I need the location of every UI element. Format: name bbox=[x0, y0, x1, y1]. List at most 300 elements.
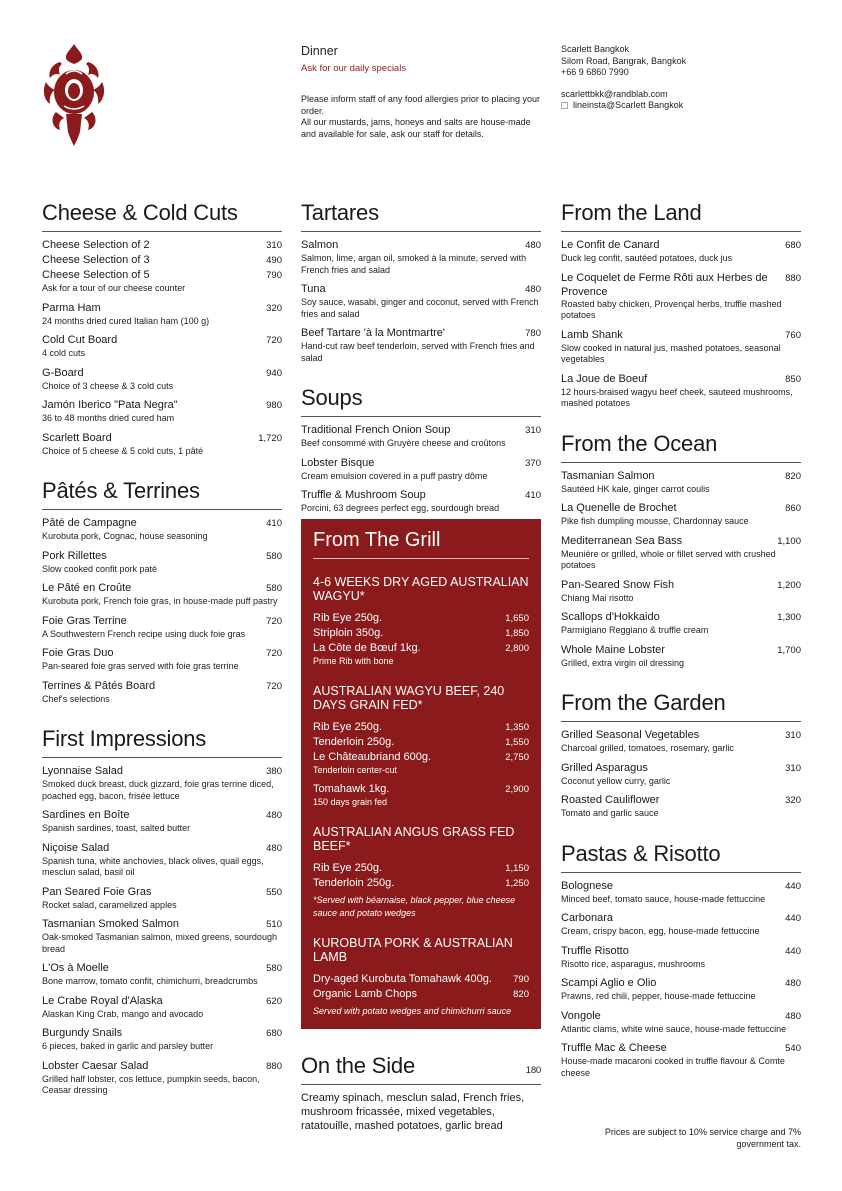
menu-item bbox=[561, 501, 801, 528]
menu-item bbox=[301, 326, 541, 364]
side-title bbox=[301, 1053, 541, 1085]
menu-column-3 bbox=[561, 200, 801, 1100]
menu-item-price: 410 bbox=[266, 518, 282, 529]
grill-item-row bbox=[313, 641, 529, 656]
menu-item-desc: House-made macaroni cooked in truffle flavour & Comte cheese bbox=[561, 1056, 785, 1078]
menu-item-price: 860 bbox=[785, 503, 801, 514]
menu-item-name: Tuna bbox=[301, 283, 326, 295]
grill-item-price: 2,900 bbox=[505, 784, 529, 795]
menu-item-name: Truffle & Mushroom Soup bbox=[301, 489, 426, 501]
menu-item-price: 480 bbox=[525, 240, 541, 251]
menu-item-row bbox=[561, 238, 801, 253]
menu-item-desc: Kurobuta pork, Cognac, house seasoning bbox=[42, 531, 208, 541]
menu-item-row bbox=[42, 431, 282, 446]
menu-section bbox=[561, 200, 801, 410]
menu-item-price: 620 bbox=[266, 995, 282, 1007]
grill-group-heading: 4-6 WEEKS DRY AGED AUSTRALIAN WAGYU* bbox=[313, 575, 529, 603]
grill-group-heading: AUSTRALIAN WAGYU BEEF, 240 DAYS GRAIN FED* bbox=[313, 683, 505, 712]
grill-item-price: 1,350 bbox=[505, 721, 529, 733]
menu-item-name: Le Pâté en Croûte bbox=[42, 582, 132, 594]
grill-item-price: 1,250 bbox=[505, 877, 529, 889]
menu-item-price: 720 bbox=[266, 680, 282, 692]
menu-item-row bbox=[42, 581, 282, 596]
menu-item-row bbox=[42, 679, 282, 694]
menu-item-price: 510 bbox=[266, 919, 282, 930]
menu-item bbox=[42, 764, 282, 802]
menu-item-row bbox=[42, 549, 282, 564]
menu-item-row bbox=[561, 793, 801, 808]
menu-item bbox=[561, 944, 801, 971]
menu-item-row bbox=[561, 501, 801, 516]
grill-item-price: 820 bbox=[513, 988, 529, 1000]
menu-item-desc: Slow cooked confit pork paté bbox=[42, 563, 158, 574]
grill-group bbox=[313, 575, 529, 668]
menu-item-price: 440 bbox=[785, 880, 801, 892]
grill-item bbox=[313, 861, 529, 876]
menu-item bbox=[561, 761, 801, 788]
menu-item-row bbox=[561, 1041, 801, 1056]
menu-item-price: 480 bbox=[266, 810, 282, 821]
menu-item-price: 580 bbox=[266, 550, 282, 562]
section-title: First Impressions bbox=[42, 726, 282, 758]
grill-title: From The Grill bbox=[313, 529, 529, 559]
section-title: Pâtés & Terrines bbox=[42, 478, 282, 510]
menu-item-price: 580 bbox=[266, 583, 282, 594]
menu-item-price: 550 bbox=[266, 886, 282, 898]
menu-item-price: 310 bbox=[525, 425, 541, 436]
menu-item-name: Truffle Mac & Cheese bbox=[561, 1042, 667, 1054]
menu-item-price: 1,720 bbox=[258, 432, 282, 444]
menu-item-name: Lobster Caesar Salad bbox=[42, 1059, 149, 1072]
tax-note: Prices are subject to 10% service charge and 7% government tax. bbox=[604, 1127, 801, 1149]
menu-item-desc: Prawns, red chili, pepper, house-made fettuccine bbox=[561, 991, 756, 1001]
grill-group-note: *Served with béarnaise, black pepper, blue cheese sauce and potato wedges bbox=[313, 894, 516, 918]
menu-item-desc: Kurobuta pork, French foie gras, in house-made puff pastry bbox=[42, 596, 278, 606]
menu-item-row bbox=[561, 879, 801, 894]
menu-item-name: Carbonara bbox=[561, 912, 613, 924]
grill-item-name: Striploin 350g. bbox=[313, 627, 384, 639]
menu-item-name: Parma Ham bbox=[42, 301, 101, 314]
section-title: From the Ocean bbox=[561, 431, 801, 463]
menu-item-desc: Slow cooked in natural jus, mashed potatoes, seasonal vegetables bbox=[561, 342, 781, 364]
menu-item bbox=[42, 581, 282, 608]
menu-item-name: Salmon bbox=[301, 239, 339, 251]
menu-item-row bbox=[42, 994, 282, 1009]
menu-item bbox=[561, 238, 801, 265]
grill-item-name: Tenderloin 250g. bbox=[313, 876, 395, 889]
menu-item-desc: Spanish sardines, toast, salted butter bbox=[42, 823, 191, 833]
menu-item bbox=[42, 841, 282, 879]
menu-item-desc: Alaskan King Crab, mango and avocado bbox=[42, 1008, 204, 1019]
menu-item-row bbox=[561, 728, 801, 743]
menu-item-name: Lamb Shank bbox=[561, 328, 623, 341]
menu-intro bbox=[301, 44, 541, 140]
menu-item-name: Pan-Seared Snow Fish bbox=[561, 578, 675, 591]
restaurant-phone[interactable]: +66 9 6860 7990 bbox=[561, 67, 629, 77]
menu-subtitle: Ask for our daily specials bbox=[301, 63, 407, 74]
menu-item-name: Cheese Selection of 2 bbox=[42, 239, 150, 251]
side-price: 180 bbox=[525, 1065, 541, 1076]
menu-item-name: Whole Maine Lobster bbox=[561, 643, 665, 656]
menu-item-row bbox=[561, 578, 801, 593]
menu-item bbox=[301, 488, 541, 515]
restaurant-email[interactable]: scarlettbkk@randblab.com bbox=[561, 88, 668, 99]
menu-item-price: 1,300 bbox=[777, 612, 801, 623]
grill-item-name: Tenderloin 250g. bbox=[313, 735, 395, 748]
menu-item-price: 310 bbox=[785, 730, 801, 741]
menu-item-name: Mediterranean Sea Bass bbox=[561, 534, 683, 547]
menu-item-row bbox=[561, 271, 801, 299]
menu-item-price: 540 bbox=[785, 1043, 801, 1054]
menu-item-desc: Risotto rice, asparagus, mushrooms bbox=[561, 958, 706, 969]
menu-item-name: Pork Rillettes bbox=[42, 549, 107, 562]
menu-item-price: 850 bbox=[785, 373, 801, 385]
menu-item bbox=[561, 643, 801, 670]
grill-group bbox=[313, 936, 529, 1018]
menu-item-price: 440 bbox=[785, 945, 801, 957]
restaurant-name: Scarlett Bangkok bbox=[561, 44, 630, 54]
section-title: From the Land bbox=[561, 200, 801, 232]
grill-item-price: 2,750 bbox=[505, 751, 529, 763]
menu-item-desc: Ask for a tour of our cheese counter bbox=[42, 283, 186, 293]
menu-section bbox=[561, 690, 801, 820]
menu-item-desc: 4 cold cuts bbox=[42, 348, 86, 358]
menu-item-row bbox=[301, 423, 541, 438]
grill-item-price: 790 bbox=[513, 973, 529, 985]
grill-item-price: 2,800 bbox=[505, 643, 529, 654]
menu-item-row bbox=[561, 761, 801, 776]
menu-item-row bbox=[561, 1009, 801, 1024]
menu-item-price: 1,200 bbox=[777, 579, 801, 591]
menu-item-desc: Soy sauce, wasabi, ginger and coconut, served with French fries and salad bbox=[301, 297, 539, 319]
menu-item bbox=[42, 614, 282, 641]
menu-item bbox=[42, 885, 282, 912]
menu-item bbox=[42, 646, 282, 673]
menu-item-name: Beef Tartare 'à la Montmartre' bbox=[301, 327, 446, 339]
menu-item-desc: Oak-smoked Tasmanian salmon, mixed greens, sourdough bread bbox=[42, 932, 277, 954]
grill-group bbox=[313, 684, 529, 809]
grill-item-desc: 150 days grain fed bbox=[313, 797, 388, 807]
menu-item-price: 820 bbox=[785, 470, 801, 482]
menu-item-name: Le Crabe Royal d'Alaska bbox=[42, 994, 163, 1007]
menu-item bbox=[42, 1026, 282, 1053]
menu-item-name: Roasted Cauliflower bbox=[561, 794, 660, 806]
menu-item-desc: Coconut yellow curry, garlic bbox=[561, 775, 671, 786]
menu-item-name: Grilled Seasonal Vegetables bbox=[561, 729, 700, 741]
menu-item-price: 980 bbox=[266, 400, 282, 411]
menu-item bbox=[301, 423, 541, 450]
menu-item bbox=[42, 238, 282, 253]
menu-item-desc: 36 to 48 months dried cured ham bbox=[42, 413, 175, 423]
side-section bbox=[301, 1053, 541, 1133]
menu-item-row bbox=[42, 301, 282, 316]
menu-column-2 bbox=[301, 200, 541, 536]
menu-item-desc: Choice of 5 cheese & 5 cold cuts, 1 pâté bbox=[42, 445, 204, 456]
menu-item bbox=[42, 961, 282, 988]
grill-group-note: Served with potato wedges and chimichurri sauce bbox=[313, 1005, 512, 1016]
menu-item-name: Vongole bbox=[561, 1009, 601, 1022]
grill-item bbox=[313, 641, 529, 668]
menu-item-name: Niçoise Salad bbox=[42, 841, 110, 854]
menu-item-price: 880 bbox=[266, 1060, 282, 1072]
menu-item-desc: Sautéed HK kale, ginger carrot coulis bbox=[561, 483, 710, 494]
grill-item-desc: Tenderloin center-cut bbox=[313, 764, 398, 775]
menu-item-name: Foie Gras Terrine bbox=[42, 614, 127, 627]
menu-item bbox=[561, 879, 801, 906]
menu-item-row bbox=[301, 456, 541, 471]
menu-item-desc: Rocket salad, caramelized apples bbox=[42, 899, 177, 910]
menu-item bbox=[561, 1009, 801, 1036]
grill-section bbox=[301, 519, 541, 1029]
menu-item-name: La Joue de Boeuf bbox=[561, 372, 648, 385]
menu-section bbox=[561, 841, 801, 1080]
menu-item-price: 680 bbox=[785, 240, 801, 251]
menu-item-desc: Hand-cut raw beef tenderloin, served with French fries and salad bbox=[301, 341, 535, 363]
menu-title: Dinner bbox=[301, 44, 338, 58]
menu-item-price: 490 bbox=[266, 255, 282, 266]
allergy-note: Please inform staff of any food allergies prior to placing your order. bbox=[301, 94, 540, 116]
menu-item-name: Truffle Risotto bbox=[561, 944, 629, 957]
menu-item-name: Scarlett Board bbox=[42, 431, 112, 444]
grill-item-name: Dry-aged Kurobuta Tomahawk 400g. bbox=[313, 972, 492, 985]
menu-item bbox=[561, 372, 801, 410]
menu-section bbox=[42, 200, 282, 457]
menu-item-row bbox=[42, 1026, 282, 1041]
menu-item-price: 680 bbox=[266, 1028, 282, 1039]
grill-item-row bbox=[313, 861, 529, 876]
menu-item-desc: Charcoal grilled, tomatoes, rosemary, garlic bbox=[561, 743, 734, 753]
menu-item bbox=[42, 398, 282, 425]
menu-item bbox=[42, 366, 282, 393]
grill-item-price: 1,850 bbox=[505, 628, 529, 639]
menu-item-price: 720 bbox=[266, 335, 282, 346]
menu-item-price: 320 bbox=[785, 795, 801, 806]
menu-item-desc: Tomato and garlic sauce bbox=[561, 808, 659, 818]
menu-item-row bbox=[561, 328, 801, 343]
grill-item-row bbox=[313, 611, 529, 626]
menu-item-price: 380 bbox=[266, 766, 282, 777]
menu-item-desc: Bone marrow, tomato confit, chimichurri, breadcrumbs bbox=[42, 976, 258, 986]
menu-item-desc: Salmon, lime, argan oil, smoked à la minute, served with French fries and salad bbox=[301, 253, 527, 275]
grill-item-desc: Prime Rib with bone bbox=[313, 656, 394, 666]
menu-item-name: Scallops d'Hokkaido bbox=[561, 611, 660, 623]
menu-item-desc: 24 months dried cured Italian ham (100 g) bbox=[42, 315, 210, 326]
grill-item-row bbox=[313, 782, 529, 797]
menu-item-desc: Beef consommé with Gruyère cheese and croûtons bbox=[301, 438, 506, 448]
menu-item-price: 320 bbox=[266, 302, 282, 314]
menu-item-name: Tasmanian Smoked Salmon bbox=[42, 918, 179, 930]
grill-item-row bbox=[313, 750, 529, 765]
menu-item-price: 480 bbox=[266, 842, 282, 854]
menu-item bbox=[561, 728, 801, 755]
menu-item-name: Lobster Bisque bbox=[301, 456, 375, 469]
grill-item bbox=[313, 782, 529, 809]
menu-item bbox=[561, 578, 801, 605]
menu-item-row bbox=[301, 238, 541, 253]
menu-item-row bbox=[42, 333, 282, 348]
section-title: Cheese & Cold Cuts bbox=[42, 200, 282, 232]
grill-group-heading: AUSTRALIAN ANGUS GRASS FED BEEF* bbox=[313, 824, 515, 853]
grill-item bbox=[313, 972, 529, 987]
menu-item-name: G-Board bbox=[42, 366, 84, 379]
menu-item-desc: Duck leg confit, sautéed potatoes, duck jus bbox=[561, 253, 733, 263]
menu-item bbox=[301, 282, 541, 320]
menu-item-price: 1,700 bbox=[777, 644, 801, 656]
grill-item-name: Rib Eye 250g. bbox=[313, 720, 383, 733]
grill-item-name: La Côte de Bœuf 1kg. bbox=[313, 642, 421, 654]
house-made-note: All our mustards, jams, honeys and salts are house-made and available for sale, ask our staff for details. bbox=[301, 117, 531, 139]
menu-item-row bbox=[42, 764, 282, 779]
menu-item bbox=[42, 917, 282, 955]
menu-section bbox=[42, 478, 282, 705]
menu-section bbox=[301, 200, 541, 364]
grill-item-row bbox=[313, 735, 529, 750]
menu-item-desc: 12 hours-braised wagyu beef cheek, sauteed mushrooms, mashed potatoes bbox=[561, 386, 793, 408]
grill-item-name: Tomahawk 1kg. bbox=[313, 783, 390, 795]
menu-item-price: 760 bbox=[785, 329, 801, 341]
grill-item-price: 1,650 bbox=[505, 613, 529, 624]
menu-item-desc: Grilled, extra virgin oil dressing bbox=[561, 657, 685, 668]
menu-item-row bbox=[561, 944, 801, 959]
menu-item-row bbox=[301, 488, 541, 503]
grill-item bbox=[313, 626, 529, 641]
menu-item-name: Terrines & Pâtés Board bbox=[42, 679, 156, 692]
menu-item-row bbox=[42, 885, 282, 900]
menu-item-name: Lyonnaise Salad bbox=[42, 765, 123, 777]
menu-item bbox=[561, 1041, 801, 1079]
menu-item bbox=[301, 456, 541, 483]
menu-item-desc: 6 pieces, baked in garlic and parsley butter bbox=[42, 1041, 214, 1051]
menu-item-row bbox=[301, 326, 541, 341]
menu-item-desc: Choice of 3 cheese & 3 cold cuts bbox=[42, 380, 174, 391]
menu-item-desc: Pike fish dumpling mousse, Chardonnay sauce bbox=[561, 516, 749, 526]
menu-item-price: 480 bbox=[785, 1010, 801, 1022]
menu-item bbox=[42, 431, 282, 458]
menu-item-desc: Parmigiano Reggiano & truffle cream bbox=[561, 625, 709, 635]
scarlett-crest-logo bbox=[40, 42, 108, 148]
menu-item-name: Foie Gras Duo bbox=[42, 647, 114, 659]
menu-item-desc: Meunière or grilled, whole or fillet served with crushed potatoes bbox=[561, 548, 776, 570]
restaurant-address: Silom Road, Bangrak, Bangkok bbox=[561, 55, 687, 66]
menu-item-name: Burgundy Snails bbox=[42, 1027, 123, 1039]
menu-item-desc: Cream, crispy bacon, egg, house-made fettuccine bbox=[561, 926, 760, 936]
menu-item-row bbox=[301, 282, 541, 297]
menu-item-name: Cheese Selection of 5 bbox=[42, 269, 150, 281]
menu-item-price: 1,100 bbox=[777, 535, 801, 547]
menu-item-name: Sardines en Boîte bbox=[42, 809, 130, 821]
menu-item-price: 310 bbox=[266, 240, 282, 251]
menu-item-row bbox=[42, 614, 282, 629]
grill-group bbox=[313, 825, 529, 920]
menu-item-row bbox=[42, 841, 282, 856]
menu-item-name: Traditional French Onion Soup bbox=[301, 424, 451, 436]
social-handle[interactable] bbox=[561, 100, 801, 112]
menu-item-row bbox=[561, 610, 801, 625]
grill-item bbox=[313, 611, 529, 626]
section-title: Pastas & Risotto bbox=[561, 841, 801, 873]
menu-item-name: Cold Cut Board bbox=[42, 334, 118, 346]
side-list: Creamy spinach, mesclun salad, French fries, mushroom fricassée, mixed vegetables, ratatouille, mashed potatoes, garlic bread bbox=[301, 1092, 525, 1132]
menu-item bbox=[42, 268, 282, 295]
menu-section bbox=[301, 385, 541, 515]
menu-item bbox=[42, 679, 282, 706]
menu-item-name: La Quenelle de Brochet bbox=[561, 502, 677, 514]
menu-section bbox=[42, 726, 282, 1097]
grill-item-row bbox=[313, 720, 529, 735]
menu-item-price: 580 bbox=[266, 963, 282, 974]
grill-group-heading: KUROBUTA PORK & AUSTRALIAN LAMB bbox=[313, 935, 513, 964]
grill-item bbox=[313, 876, 529, 891]
side-title-text: On the Side bbox=[301, 1053, 415, 1078]
social-icon bbox=[561, 102, 568, 109]
menu-item bbox=[42, 1059, 282, 1097]
grill-item bbox=[313, 720, 529, 735]
menu-item bbox=[301, 238, 541, 276]
menu-item-price: 480 bbox=[785, 978, 801, 989]
menu-item-desc: Spanish tuna, white anchovies, black olives, quail eggs, mesclun salad, basil oil bbox=[42, 855, 264, 877]
menu-item-price: 440 bbox=[785, 913, 801, 924]
menu-column-1 bbox=[42, 200, 282, 1118]
menu-item-name: Le Coquelet de Ferme Rôti aux Herbes de Provence bbox=[561, 271, 768, 298]
menu-item-price: 310 bbox=[785, 762, 801, 774]
menu-item-row bbox=[42, 268, 282, 283]
menu-item-price: 720 bbox=[266, 615, 282, 627]
menu-item-price: 940 bbox=[266, 367, 282, 379]
menu-item-row bbox=[42, 398, 282, 413]
grill-item bbox=[313, 987, 529, 1002]
menu-item-row bbox=[42, 917, 282, 932]
menu-item-price: 720 bbox=[266, 648, 282, 659]
menu-item-desc: Porcini, 63 degrees perfect egg, sourdough bread bbox=[301, 503, 500, 513]
menu-item-name: Scampi Aglio e Olio bbox=[561, 977, 657, 989]
section-title: Tartares bbox=[301, 200, 541, 232]
grill-item-name: Rib Eye 250g. bbox=[313, 861, 383, 874]
menu-item-desc: A Southwestern French recipe using duck foie gras bbox=[42, 628, 246, 639]
menu-item-row bbox=[561, 911, 801, 926]
menu-item bbox=[561, 976, 801, 1003]
menu-item bbox=[561, 534, 801, 572]
menu-item-desc: Pan-seared foie gras served with foie gras terrine bbox=[42, 661, 239, 671]
section-title: Soups bbox=[301, 385, 541, 417]
menu-item bbox=[561, 911, 801, 938]
menu-item-row bbox=[561, 469, 801, 484]
menu-item-row bbox=[42, 253, 282, 268]
menu-item bbox=[42, 994, 282, 1021]
menu-item-row bbox=[42, 516, 282, 531]
menu-item-row bbox=[42, 646, 282, 661]
menu-item bbox=[42, 301, 282, 328]
menu-item-name: Pan Seared Foie Gras bbox=[42, 885, 152, 898]
menu-item-desc: Grilled half lobster, cos lettuce, pumpkin seeds, bacon, Ceasar dressing bbox=[42, 1073, 260, 1095]
menu-item-desc: Smoked duck breast, duck gizzard, foie gras terrine diced, poached egg, bacon, frisée lettuce bbox=[42, 779, 274, 801]
section-title: From the Garden bbox=[561, 690, 801, 722]
menu-item-price: 410 bbox=[525, 490, 541, 501]
menu-item bbox=[561, 793, 801, 820]
menu-item-name: Le Confit de Canard bbox=[561, 239, 660, 251]
menu-item bbox=[561, 328, 801, 366]
menu-item-desc: Roasted baby chicken, Provençal herbs, truffle mashed potatoes bbox=[561, 298, 782, 320]
menu-item-price: 480 bbox=[525, 284, 541, 295]
menu-item bbox=[42, 333, 282, 360]
menu-item bbox=[561, 271, 801, 322]
menu-item bbox=[42, 549, 282, 576]
grill-item bbox=[313, 735, 529, 750]
menu-item-row bbox=[561, 372, 801, 387]
menu-item-row bbox=[42, 238, 282, 253]
grill-item-row bbox=[313, 972, 529, 987]
grill-item-row bbox=[313, 987, 529, 1002]
menu-item-name: Jamón Iberico "Pata Negra" bbox=[42, 399, 178, 411]
